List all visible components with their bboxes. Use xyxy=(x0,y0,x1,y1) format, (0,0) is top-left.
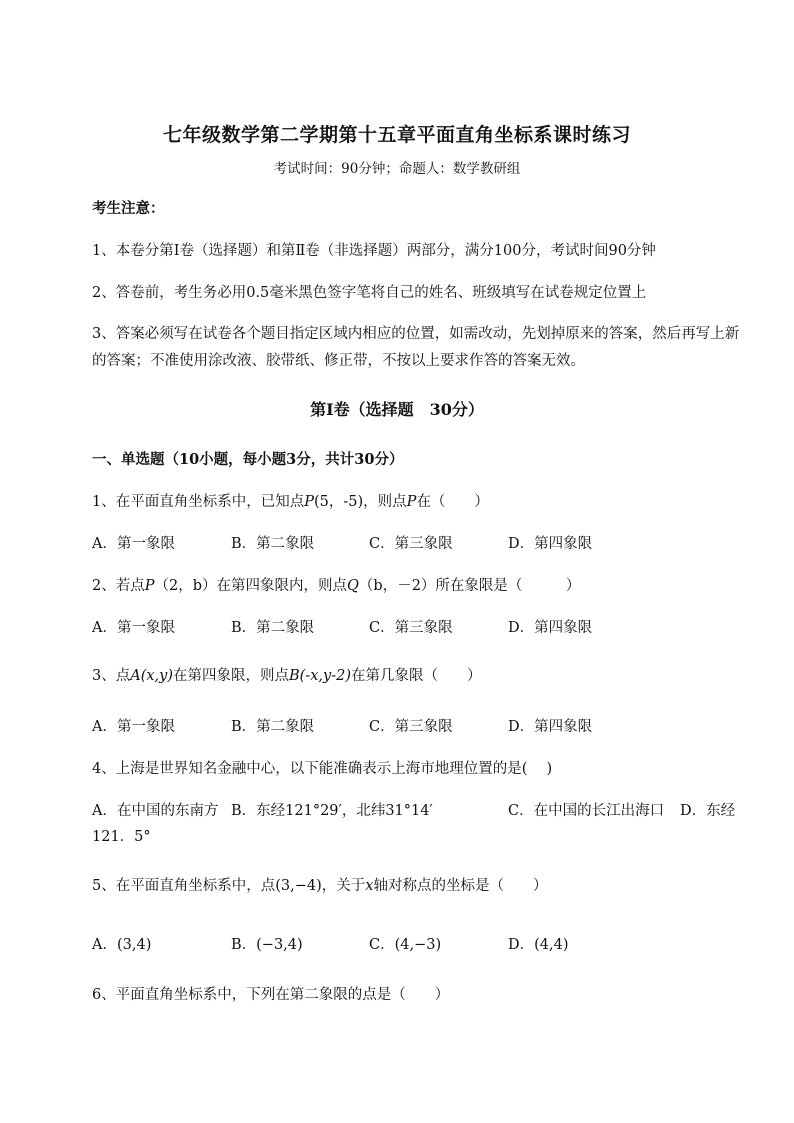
option-b: B．(−3,4) xyxy=(231,937,303,953)
question-text: 1、在平面直角坐标系中，已知点 xyxy=(92,494,305,510)
notice-item: 3、答案必须写在试卷各个题目指定区域内相应的位置，如需改动，先划掉原来的答案，然后再写上新 xyxy=(92,326,740,342)
option-a: A．第一象限 xyxy=(92,536,175,552)
math-var: P xyxy=(144,578,155,594)
option-d: D．第四象限 xyxy=(508,719,593,735)
question-text: 在第四象限，则点 xyxy=(173,668,289,684)
section-title: 第I卷（选择题 30分） xyxy=(310,400,484,419)
question-text: 2、若点 xyxy=(92,578,145,594)
option-a: A．(3,4) xyxy=(92,937,152,953)
question-3 xyxy=(92,666,481,686)
question-text: 轴对称点的坐标是（ ） xyxy=(373,878,548,894)
option-c: C．在中国的长江出海口 xyxy=(508,803,665,819)
notice-heading: 考生注意： xyxy=(92,200,165,217)
math-expr: (3,−4) xyxy=(275,878,322,894)
option-d-continued: 121．5° xyxy=(92,829,151,845)
option-d: D．(4,4) xyxy=(508,937,569,953)
option-b: B．东经121°29′，北纬31°14′ xyxy=(231,803,433,819)
option-c: C．第三象限 xyxy=(369,536,453,552)
option-b: B．第二象限 xyxy=(231,620,315,636)
option-a: A．在中国的东南方 xyxy=(92,803,219,819)
document-title: 七年级数学第二学期第十五章平面直角坐标系课时练习 xyxy=(162,124,631,146)
question-text: （2，b）在第四象限内，则点 xyxy=(154,578,348,594)
question-5 xyxy=(92,876,547,896)
part-heading: 一、单选题（10小题，每小题3分，共计30分） xyxy=(92,451,404,468)
math-var: P xyxy=(304,494,314,510)
question-2 xyxy=(92,576,580,596)
question-text: 在第几象限（ ） xyxy=(350,668,482,684)
question-text: （b，－2）所在象限是（ ） xyxy=(358,578,581,594)
option-c: C．(4,−3) xyxy=(369,937,442,953)
option-c: C．第三象限 xyxy=(369,719,453,735)
math-expr: B(-x,y-2) xyxy=(289,668,351,684)
notice-item: 1、本卷分第I卷（选择题）和第Ⅱ卷（非选择题）两部分，满分100分，考试时间90分钟 xyxy=(92,243,656,259)
question-text: 5、在平面直角坐标系中，点 xyxy=(92,878,276,894)
exam-info: 考试时间：90分钟；命题人：数学教研组 xyxy=(273,161,521,177)
question-1 xyxy=(92,492,489,512)
option-d: D．第四象限 xyxy=(508,620,593,636)
math-var: x xyxy=(365,878,374,894)
notice-item: 2、答卷前，考生务必用0.5毫米黑色签字笔将自己的姓名、班级填写在试卷规定位置上 xyxy=(92,285,647,301)
notice-item-continued: 的答案；不准使用涂改液、胶带纸、修正带，不按以上要求作答的答案无效。 xyxy=(92,353,585,369)
question-6: 6、平面直角坐标系中，下列在第二象限的点是（ ） xyxy=(92,987,450,1003)
option-d: D．第四象限 xyxy=(508,536,593,552)
option-a: A．第一象限 xyxy=(92,620,175,636)
option-a: A．第一象限 xyxy=(92,719,175,735)
question-text: 在（ ） xyxy=(416,494,489,510)
math-expr: A(x,y) xyxy=(130,668,173,684)
question-text: (5，-5)，则点 xyxy=(314,494,407,510)
question-text: 3、点 xyxy=(92,668,131,684)
option-b: B．第二象限 xyxy=(231,719,315,735)
math-var: Q xyxy=(347,578,359,594)
option-d: D．东经 xyxy=(680,803,736,819)
option-b: B．第二象限 xyxy=(231,536,315,552)
option-c: C．第三象限 xyxy=(369,620,453,636)
question-text: ，关于 xyxy=(321,878,366,894)
question-4: 4、上海是世界知名金融中心，以下能准确表示上海市地理位置的是( ) xyxy=(92,761,553,777)
math-var: P xyxy=(406,494,417,510)
